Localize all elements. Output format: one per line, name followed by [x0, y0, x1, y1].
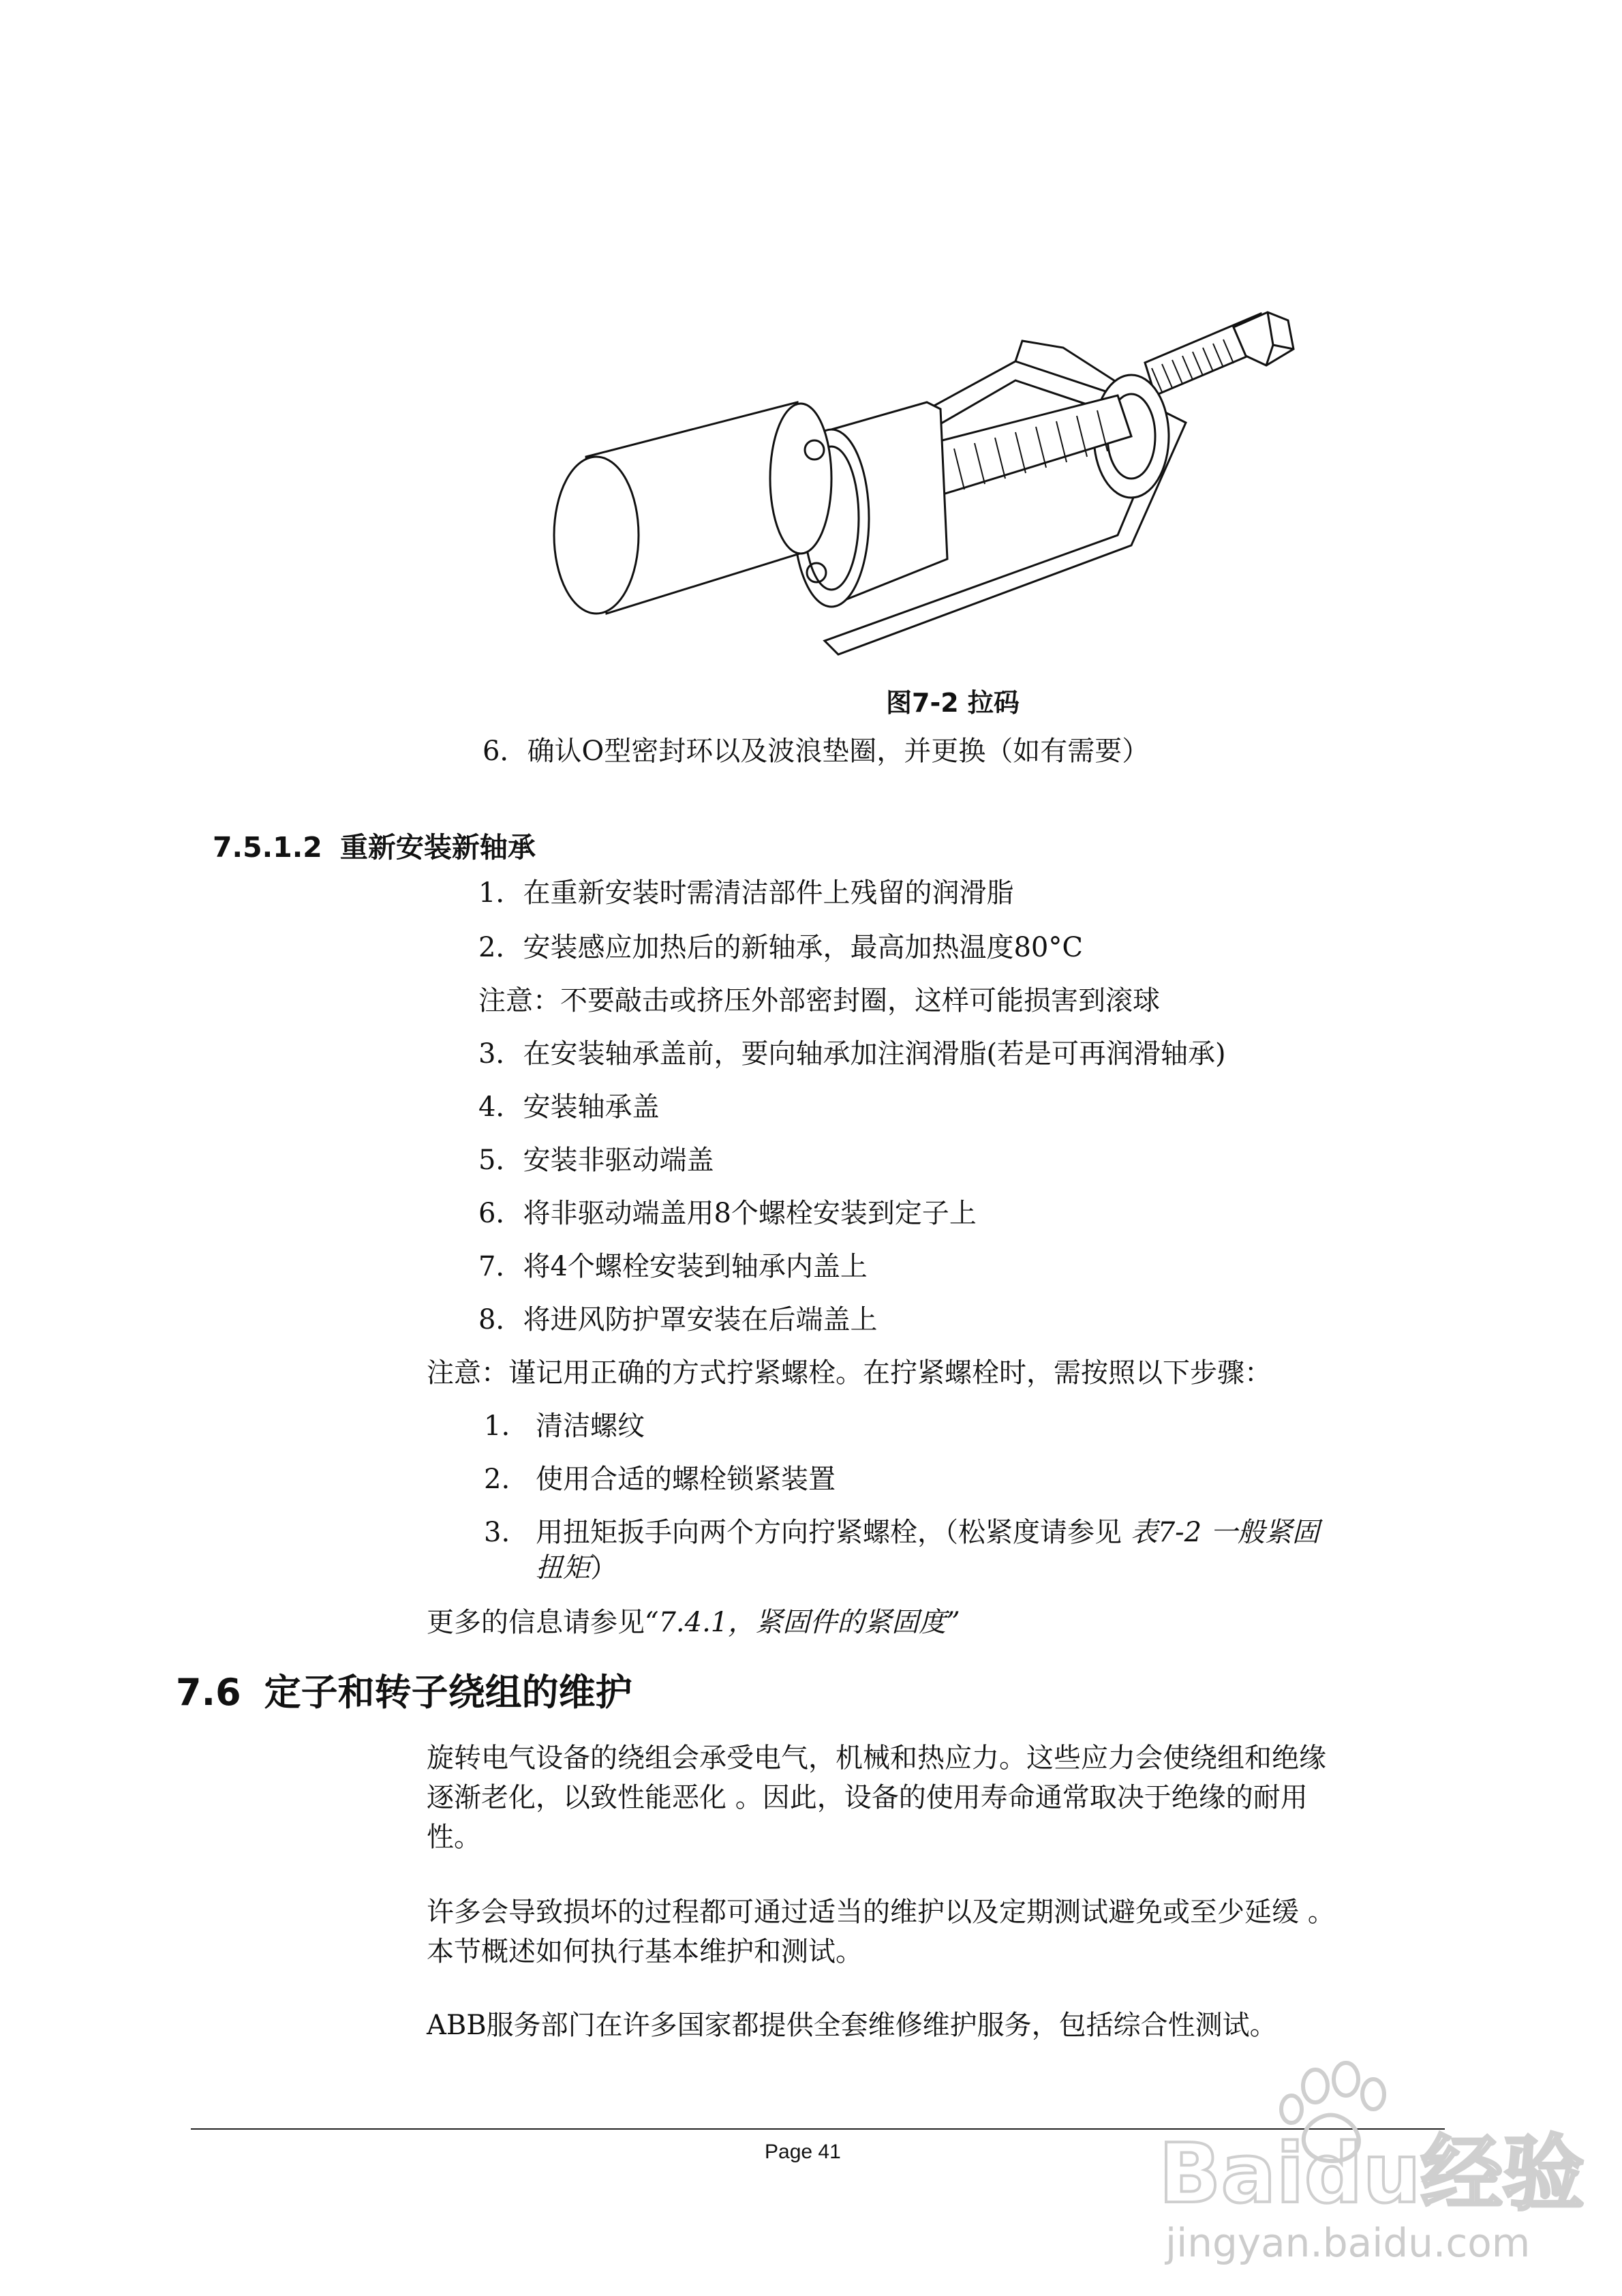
section-number: 7.6 — [176, 1671, 241, 1714]
watermark-logo-text: Baidu经验 — [1159, 2127, 1585, 2222]
more-info-reference: “7.4.1，紧固件的紧固度” — [645, 1607, 960, 1638]
bearing-puller-figure — [545, 300, 1309, 682]
section-number: 7.5.1.2 — [213, 831, 322, 864]
paragraph-3 — [427, 2006, 1435, 2045]
more-info-prefix: 更多的信息请参见 — [427, 1607, 645, 1638]
list-item: 2．安装感应加热后的新轴承，最高加热温度80°C — [478, 932, 1083, 963]
table-reference-cont: 扭矩 — [536, 1552, 590, 1584]
step-6-check-seals: 6．确认O型密封环以及波浪垫圈，并更换（如有需要） — [483, 736, 1150, 767]
baidu-paw-logo-icon — [1152, 2059, 1585, 2266]
bearing-puller-illustration-icon — [545, 300, 1309, 682]
sub-step — [484, 1515, 1319, 1550]
sub-step-number: 3. — [484, 1517, 510, 1548]
section-title: 定子和转子绕组的维护 — [264, 1671, 632, 1714]
list-item: 8．将进风防护罩安装在后端盖上 — [478, 1304, 878, 1335]
section-heading-7-6 — [176, 1663, 632, 1716]
paragraph-line: 许多会导致损坏的过程都可通过适当的维护以及定期测试避免或至少延缓 。 — [427, 1897, 1335, 1928]
list-item: 3．在安装轴承盖前，要向轴承加注润滑脂(若是可再润滑轴承) — [478, 1038, 1226, 1070]
section-heading-7-5-1-2 — [213, 825, 536, 865]
page-number: Page 41 — [765, 2141, 841, 2163]
list-item: 4．安装轴承盖 — [478, 1091, 660, 1123]
paragraph-line: 旋转电气设备的绕组会承受电气，机械和热应力。这些应力会使绕组和绝缘 — [427, 1742, 1326, 1774]
note-line: 注意：不要敲击或挤压外部密封圈，这样可能损害到滚球 — [478, 985, 1160, 1016]
paragraph-line: 本节概述如何执行基本维护和测试。 — [427, 1936, 863, 1967]
sub-step-number: 1. — [484, 1410, 510, 1442]
sub-step — [484, 1408, 645, 1444]
list-item: 1．在重新安装时需清洁部件上残留的润滑脂 — [478, 877, 1014, 909]
figure-caption: 图7-2 拉码 — [886, 688, 1020, 718]
sub-step-text: 用扭矩扳手向两个方向拧紧螺栓，（松紧度请参见 — [536, 1517, 1122, 1548]
watermark-url: jingyan.baidu.com — [1165, 2220, 1531, 2266]
paragraph-1 — [427, 1738, 1435, 1857]
list-item: 7．将4个螺栓安装到轴承内盖上 — [478, 1251, 868, 1282]
sub-step — [484, 1462, 836, 1497]
table-reference: 表7-2 一般紧固 — [1130, 1517, 1319, 1548]
sub-step-text: 清洁螺纹 — [536, 1410, 645, 1442]
tightening-note: 注意：谨记用正确的方式拧紧螺栓。在拧紧螺栓时，需按照以下步骤： — [427, 1357, 1272, 1389]
list-item: 5．安装非驱动端盖 — [478, 1145, 714, 1176]
section-title: 重新安装新轴承 — [339, 831, 536, 864]
sub-step-number: 2. — [484, 1464, 510, 1495]
paragraph-2 — [427, 1892, 1435, 1972]
paragraph-line: 性。 — [427, 1822, 481, 1853]
close-paren: ） — [590, 1552, 617, 1584]
sub-step-continuation — [536, 1550, 617, 1586]
list-item: 6．将非驱动端盖用8个螺栓安装到定子上 — [478, 1198, 977, 1229]
paragraph-line: ABB服务部门在许多国家都提供全套维修维护服务，包括综合性测试。 — [427, 2010, 1277, 2041]
more-info-line — [427, 1605, 960, 1640]
paragraph-line: 逐渐老化，以致性能恶化 。因此，设备的使用寿命通常取决于绝缘的耐用 — [427, 1782, 1308, 1813]
sub-step-text: 使用合适的螺栓锁紧装置 — [536, 1464, 836, 1495]
baidu-watermark — [1152, 2059, 1585, 2266]
